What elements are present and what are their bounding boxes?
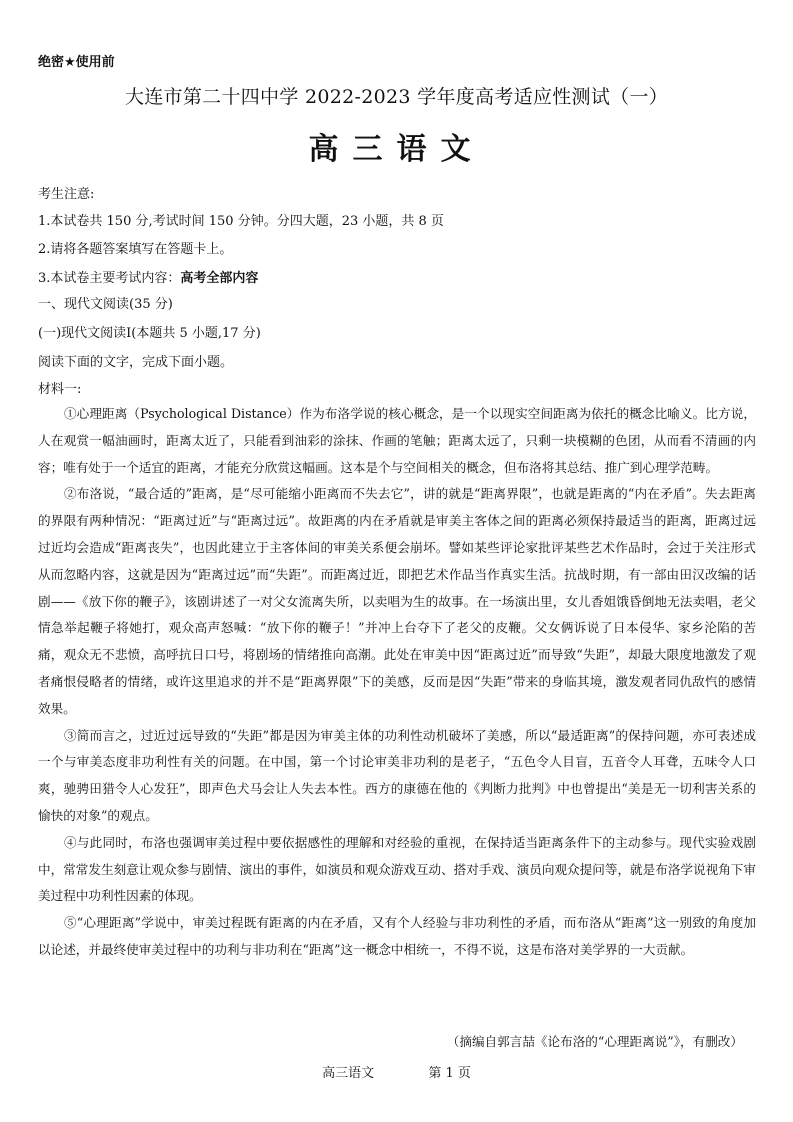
section-title: 一、现代文阅读(35 分) bbox=[38, 297, 173, 312]
notice-item-2: 2.请将各题答案填写在答题卡上。 bbox=[38, 242, 233, 257]
footer-page-number: 第 1 页 bbox=[428, 1066, 471, 1081]
notice-item-3 bbox=[38, 267, 258, 286]
notice-heading: 考生注意: bbox=[38, 187, 95, 202]
subject-title: 高三语文 bbox=[308, 132, 485, 167]
paragraph-1: ①心理距离（Psychological Distance）作为布洛学说的核心概念，是一个以现实空间距离为依托的概念比喻义。比方说，人在观赏一幅油画时，距离太近了，只能看到油彩的涂抹、作画的笔触；距离太远了，只剩一块模糊的色团，从而看不清画的内容；唯有处于一个适宜的距离，才能充分欣赏这幅画。这本是个与空间相关的概念，但布洛将其总结、推广到心理学范畴。 bbox=[38, 406, 756, 475]
notice-scope-prefix: 3.本试卷主要考试内容： bbox=[38, 271, 181, 286]
material-label: 材料一: bbox=[38, 382, 82, 397]
notice-scope-value: 高考全部内容 bbox=[180, 271, 259, 286]
paragraph-3: ③简而言之，过近过远导致的“失距”都是因为审美主体的功利性动机破坏了美感，所以“最适距离”的保持问题，亦可表述成一个与审美态度非功利性有关的问题。在中国，第一个讨论审美非功利的是老子，“五色令人目盲，五音令人耳聋，五味令人口爽，驰骋田猎令人心发狂”，即声色犬马会让人失去本性。西方的康德在他的《判断力批判》中也曾提出“美是无一切利害关系的愉快的对象”的观点。 bbox=[38, 727, 756, 823]
paragraph-4: ④与此同时，布洛也强调审美过程中要依据感性的理解和对经验的重视，在保持适当距离条件下的主动参与。现代实验戏剧中，常常发生刻意让观众参与剧情、演出的事件，如演员和观众游戏互动、搭对手戏、演员向观众提问等，就是布洛学说视角下审美过程中功利性因素的体现。 bbox=[38, 834, 756, 904]
subsection-title: (一)现代文阅读Ⅰ(本题共 5 小题,17 分) bbox=[38, 326, 261, 341]
confidential-label: 绝密★使用前 bbox=[38, 55, 115, 70]
reading-passage bbox=[38, 401, 756, 964]
paragraph-2: ②布洛说，“最合适的”距离，是“尽可能缩小距离而不失去它”，讲的就是“距离界限”，也就是距离的“内在矛盾”。失去距离的界限有两种情况：“距离过近”与“距离过远”。故距离的内在矛盾就是审美主客体之间的距离必须保持最适当的距离，距离过远过近均会造成“距离丧失”，也因此建立于主客体间的审美关系便会崩坏。譬如某些评论家批评某些艺术作品时，会过于关注形式从而忽略内容，这就是因为“距离过远”而“失距”。而距离过近，即把艺术作品当作真实生活。抗战时期，有一部由田汉改编的话剧——《放下你的鞭子》，该剧讲述了一对父女流离失所，以卖唱为生的故事。在一场演出里，女儿香姐饿昏倒地无法卖唱，老父情急举起鞭子将她打，观众高声怒喊：“放下你的鞭子！”并冲上台夺下了老父的皮鞭。父女俩诉说了日本侵华、家乡沦陷的苦痛，观众无不悲愤，高呼抗日口号，将剧场的情绪推向高潮。此处在审美中因“距离过近”而导致“失距”，却最大限度地激发了观者痛恨侵略者的情绪，或许这里追求的并不是“距离界限”下的美感，反而是因“失距”带来的身临其境，激发观者同仇敌忾的感情效果。 bbox=[38, 486, 756, 716]
page-footer bbox=[0, 1062, 793, 1081]
reading-instruction: 阅读下面的文字，完成下面小题。 bbox=[38, 355, 234, 370]
notice-item-1: 1.本试卷共 150 分,考试时间 150 分钟。分四大题，23 小题，共 8 页 bbox=[38, 214, 444, 229]
paragraph-5: ⑤“心理距离”学说中，审美过程既有距离的内在矛盾，又有个人经验与非功利性的矛盾，而布洛从“距离”这一别致的角度加以论述，并最终使审美过程中的功利与非功利在“距离”这一概念中相统一，不得不说，这是布洛对美学界的一大贡献。 bbox=[38, 915, 756, 957]
source-citation: （摘编自郭言喆《论布洛的“心理距离说”》，有删改） bbox=[446, 1034, 743, 1049]
exam-title: 大连市第二十四中学 2022-2023 学年度高考适应性测试（一） bbox=[124, 86, 669, 108]
footer-subject: 高三语文 bbox=[322, 1066, 375, 1081]
